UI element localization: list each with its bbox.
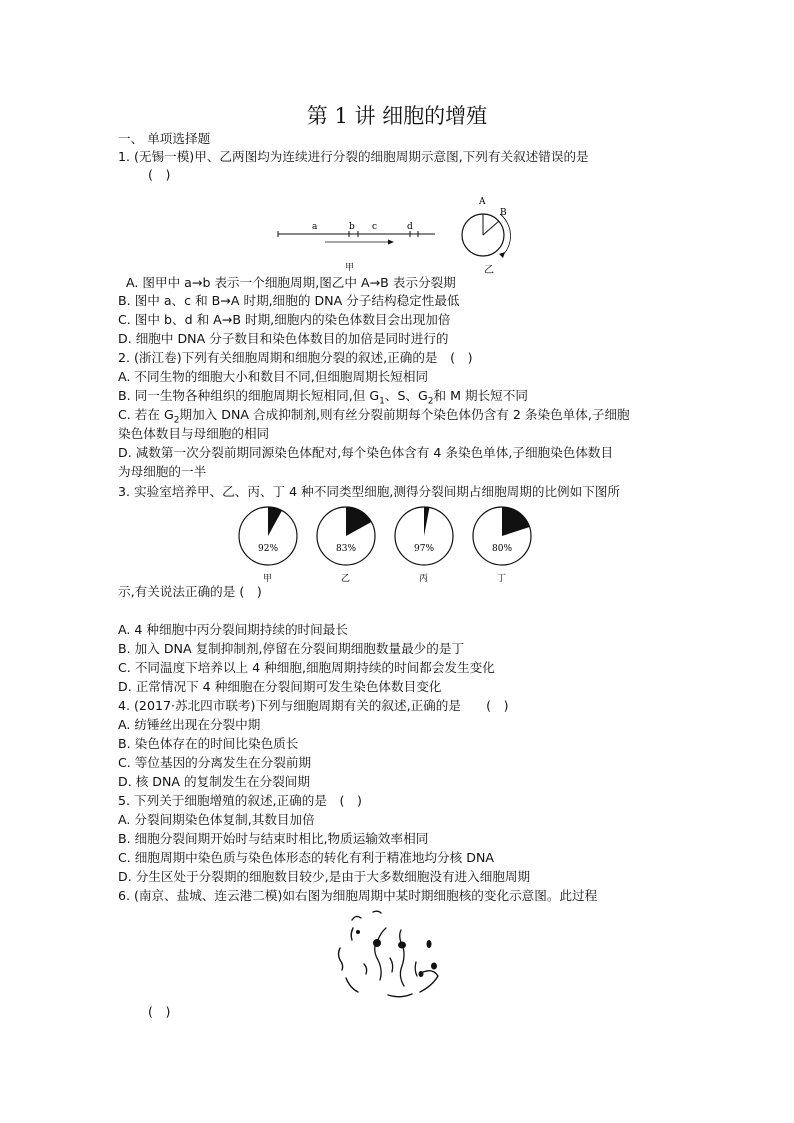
label-a: a [312,222,318,232]
nuclear-envelope-fragments [339,911,439,997]
pie-name-label: 丙 [419,574,429,584]
q2-option-d-cont: 为母细胞的一半 [118,464,207,479]
pie-name-label: 乙 [341,574,351,584]
q5-option-d: D. 分生区处于分裂期的细胞数目较少,是由于大多数细胞没有进入细胞周期 [118,869,531,884]
pie-percent-label: 92% [258,544,279,554]
chromosomes [364,928,417,986]
q3-stem: 3. 实验室培养甲、乙、丙、丁 4 种不同类型细胞,测得分裂间期占细胞周期的比例如下图所 [118,484,621,499]
q5-option-b: B. 细胞分裂间期开始时与结束时相比,物质运输效率相同 [118,831,429,846]
pie-3 [395,507,453,584]
q3-option-b: B. 加入 DNA 复制抑制剂,停留在分裂间期细胞数量最少的是丁 [118,641,465,656]
q2-stem: 2. (浙江卷)下列有关细胞周期和细胞分裂的叙述,正确的是 ( ) [118,350,473,365]
q1-option-c: C. 图中 b、d 和 A→B 时期,细胞内的染色体数目会出现加倍 [118,312,451,327]
q1-stem: 1. (无锡一模)甲、乙两图均为连续进行分裂的细胞周期示意图,下列有关叙述错误的是 [118,149,589,164]
q6-stem: 6. (南京、盐城、连云港二模)如右图为细胞周期中某时期细胞核的变化示意图。此过程 [118,888,598,903]
q5-option-c: C. 细胞周期中染色质与染色体形态的转化有利于精准地均分核 DNA [118,850,494,865]
page-title: 第 1 讲 细胞的增殖 [306,104,488,128]
q3-stem-cont: 示,有关说法正确的是 ( ) [118,584,262,599]
q3-option-d: D. 正常情况下 4 种细胞在分裂间期可发生染色体数目变化 [118,679,442,694]
q4-stem: 4. (2017·苏北四市联考)下列与细胞周期有关的叙述,正确的是 ( ) [118,698,509,713]
pie-1 [239,507,297,584]
pie-name-label: 丁 [497,574,507,584]
label-b: b [349,222,355,232]
caption-jia: 甲 [345,263,355,273]
q1-option-d: D. 细胞中 DNA 分子数目和染色体数目的加倍是同时进行的 [118,331,449,346]
pie-percent-label: 97% [414,544,435,554]
q6-nucleus-figure [328,910,458,1002]
label-B: B [500,208,507,218]
label-A: A [479,197,486,207]
q3-pie-figure [230,503,550,585]
label-d: d [407,222,413,232]
q2-option-d: D. 减数第一次分裂前期同源染色体配对,每个染色体含有 4 条染色单体,子细胞染色体数目 [118,445,614,460]
q3-option-c: C. 不同温度下培养以上 4 种细胞,细胞周期持续的时间都会发生变化 [118,660,495,675]
q5-stem: 5. 下列关于细胞增殖的叙述,正确的是 ( ) [118,793,362,808]
pie-percent-label: 80% [492,544,513,554]
q2-option-a: A. 不同生物的细胞大小和数目不同,但细胞周期长短相同 [118,369,429,384]
label-c: c [372,222,378,232]
q1-figure [270,190,507,280]
q2-option-b: B. 同一生物各种组织的细胞周期长短相同,但 $G_1$、S、$G_2$和 M 期长短不同 [118,388,528,407]
q4-option-c: C. 等位基因的分离发生在分裂前期 [118,755,312,770]
pie-name-label: 甲 [263,574,273,584]
q4-option-a: A. 纺锤丝出现在分裂中期 [118,717,261,732]
q2-option-c: C. 若在 $G_2$期加入 DNA 合成抑制剂,则有丝分裂前期每个染色体仍含有 2 条染色单体,子细胞 [118,407,630,426]
pie-percent-label: 83% [336,544,357,554]
q1-option-a: A. 图甲中 a→b 表示一个细胞周期,图乙中 A→B 表示分裂期 [126,275,456,290]
section-heading: 一、 单项选择题 [118,131,211,146]
cell-cycle-line-diagram [278,222,435,273]
q2-option-c-cont: 染色体数目与母细胞的相同 [118,426,270,441]
q5-option-a: A. 分裂间期染色体复制,其数目加倍 [118,812,315,827]
pie-2 [317,507,375,584]
centromeres [356,930,437,977]
pie-4 [473,507,531,584]
q4-option-d: D. 核 DNA 的复制发生在分裂间期 [118,774,310,789]
caption-yi: 乙 [484,265,494,276]
q1-answer-blank: ( ) [148,167,171,182]
q6-answer-blank: ( ) [148,1004,171,1019]
q4-option-b: B. 染色体存在的时间比染色质长 [118,736,299,751]
q3-option-a: A. 4 种细胞中丙分裂间期持续的时间最长 [118,622,348,637]
q1-option-b: B. 图中 a、c 和 B→A 时期,细胞的 DNA 分子结构稳定性最低 [118,293,460,308]
cell-cycle-circle-diagram [462,197,511,258]
